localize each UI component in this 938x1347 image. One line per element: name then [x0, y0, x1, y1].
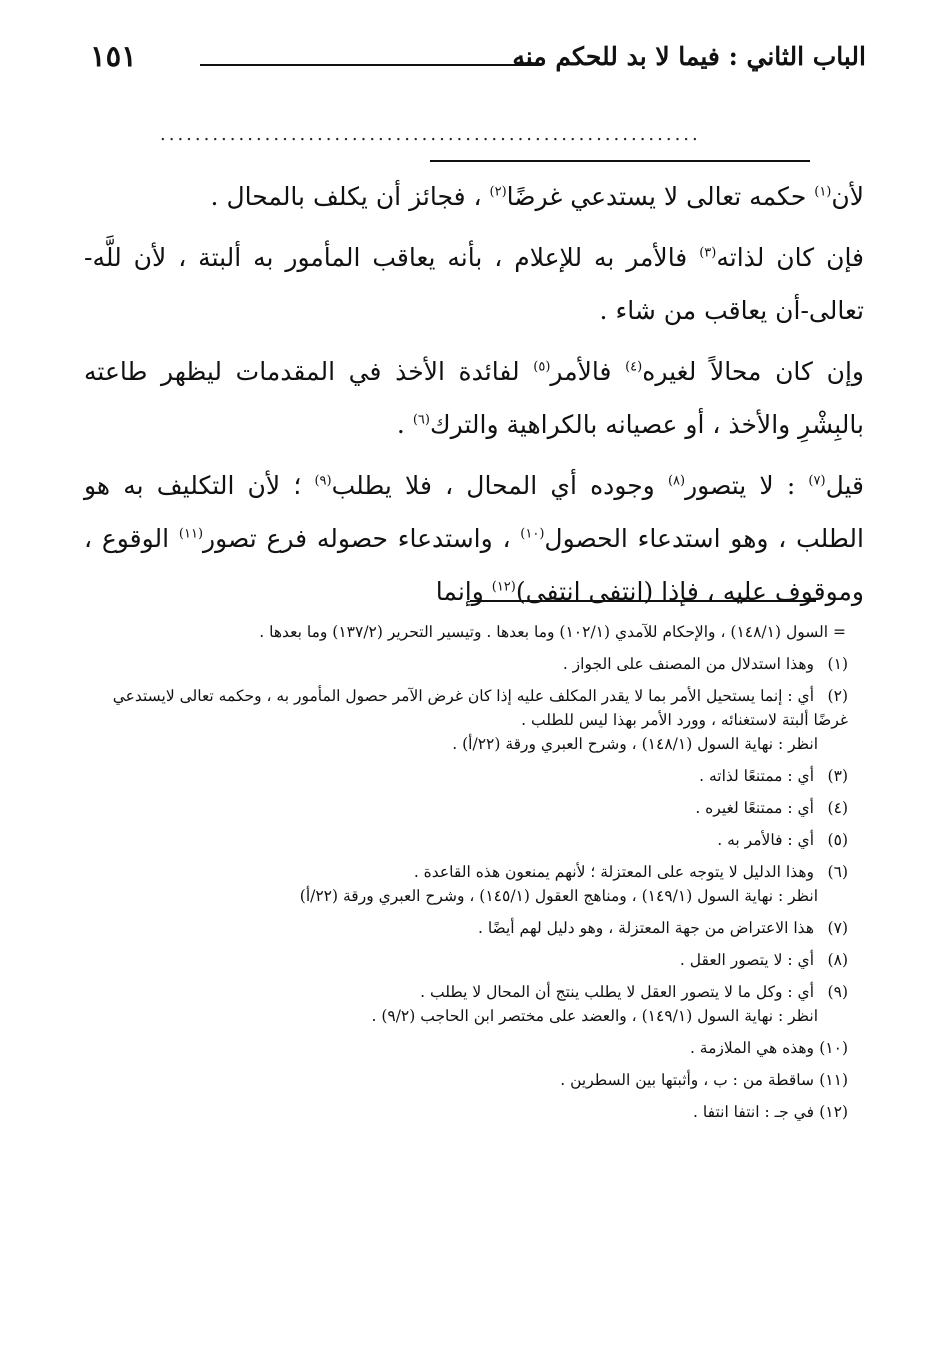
footnote-number: (٥): [827, 831, 848, 849]
text-run: لأن: [831, 182, 864, 211]
footnote-number: (١٠): [819, 1039, 848, 1057]
footnote-ref: (١٠): [520, 526, 545, 542]
footnote-ref: (١٢): [491, 579, 516, 595]
footnote-text: وهذا الدليل لا يتوجه على المعتزلة ؛ لأنهم يمنعون هذه القاعدة .: [413, 863, 814, 881]
footnote-ref: (٧): [808, 473, 826, 489]
footnote-number: (١٢): [819, 1103, 848, 1121]
footnote-4: [110, 796, 848, 820]
footnote-2-reference: انظر : نهاية السول (١٤٨/١) ، وشرح العبري ورقة (٢٢/أ) .: [452, 735, 818, 753]
footnote-text: وهذه هي الملازمة .: [689, 1039, 814, 1057]
footnote-9-reference: انظر : نهاية السول (١٤٩/١) ، والعضد على مختصر ابن الحاجب (٩/٢) .: [371, 1007, 818, 1025]
footnote-text: أي : ممتنعًا لذاته .: [699, 767, 814, 785]
text-run: ، فجائز أن يكلف بالمحال .: [210, 182, 490, 211]
footnote-ref: (٨): [667, 473, 686, 489]
footnote-text: أي : وكل ما لا يتصور العقل لا يطلب ينتج أن المحال لا يطلب .: [420, 983, 814, 1001]
footnote-ref: (١١): [178, 526, 204, 542]
footnote-number: (١١): [819, 1071, 848, 1089]
footnote-number: (٤): [827, 799, 848, 817]
footnote-number: (٨): [827, 951, 848, 969]
paragraph-4: [84, 459, 864, 618]
footnotes: [110, 620, 848, 1124]
footnote-text: أي : لا يتصور العقل .: [679, 951, 814, 969]
text-run: ؛ لأن التكليف به هو الطلب ، وهو استدعاء الحصول: [84, 471, 864, 553]
paragraph-1: [84, 170, 864, 223]
text-run: وجوده أي المحال ، فلا يطلب: [331, 471, 668, 500]
text-run: : لا يتصور: [685, 471, 809, 500]
footnote-10: [110, 1036, 848, 1060]
text-run: فالأمر: [550, 357, 626, 386]
text-run: وإن كان محالاً لغيره: [642, 357, 864, 386]
top-separator-rule: [430, 160, 810, 162]
footnote-text: هذا الاعتراض من جهة المعتزلة ، وهو دليل لهم أيضًا .: [477, 919, 814, 937]
text-run: ، واستدعاء حصوله فرع تصور: [203, 524, 521, 553]
footnote-6: [110, 860, 848, 884]
chapter-title: الباب الثاني : فيما لا بد للحكم منه: [512, 42, 866, 71]
running-header: [90, 39, 866, 92]
footnote-number: (٩): [827, 983, 848, 1001]
omission-dots: ..............................................................: [160, 124, 701, 145]
footnote-text: أي : ممتنعًا لغيره .: [695, 799, 814, 817]
footnote-ref: (٣): [699, 245, 717, 261]
footnote-11: [110, 1068, 848, 1092]
footnote-number: (٣): [827, 767, 848, 785]
paragraph-3: [84, 345, 864, 451]
footnote-text: ساقطة من : ب ، وأثبتها بين السطرين .: [560, 1071, 814, 1089]
footnote-6-reference: انظر : نهاية السول (١٤٩/١) ، ومناهج العقول (١٤٥/١) ، وشرح العبري ورقة (٢٢/أ): [299, 887, 818, 905]
paragraph-2: [84, 231, 864, 337]
text-run: حكمه تعالى لا يستدعي غرضًا: [506, 182, 815, 211]
footnote-ref: (٤): [625, 359, 643, 375]
text-run: .: [396, 410, 413, 439]
text-run: قيل: [825, 471, 864, 500]
footnote-number: (٢): [827, 687, 848, 705]
footnote-number: (٦): [827, 863, 848, 881]
footnote-8: [110, 948, 848, 972]
footnote-number: (١): [827, 655, 848, 673]
footnote-text: في جـ : انتفا انتفا .: [693, 1103, 814, 1121]
footnote-ref: (٦): [412, 412, 430, 428]
footnote-text: أي : إنما يستحيل الأمر بما لا يقدر المكلف عليه إذا كان غرض الآمر حصول المأمور به ، وحكمه تعالى لايستدعي غرضًا ألبتة لاستغنائه ، وورد الأمر بهذا ليس للطلب .: [112, 687, 848, 729]
page-number: ١٥١: [90, 39, 137, 73]
main-text: [84, 170, 864, 618]
footnote-number: (٧): [827, 919, 848, 937]
footnote-text: وهذا استدلال من المصنف على الجواز .: [562, 655, 814, 673]
footnote-ref: (٩): [314, 473, 332, 489]
footnote-9: [110, 980, 848, 1004]
footnote-2: [110, 684, 848, 732]
text-run: فإن كان لذاته: [716, 243, 865, 272]
footnote-separator-rule: [470, 600, 816, 602]
header-rule: [200, 64, 540, 66]
text-run: وإنما: [435, 577, 492, 606]
footnote-1: [110, 652, 848, 676]
footnote-continuation: = السول (١٤٨/١) ، والإحكام للآمدي (١٠٢/١) وما بعدها . وتيسير التحرير (١٣٧/٢) وما بعدها .: [259, 623, 846, 641]
footnote-ref: (١): [814, 184, 832, 200]
text-run: لفائدة الأخذ في المقدمات ليظهر طاعته بالبِشْرِ والأخذ ، أو عصيانه بالكراهية والترك: [84, 357, 864, 439]
footnote-ref: (٢): [489, 184, 507, 200]
text-run: فالأمر به للإعلام ، بأنه يعاقب المأمور به ألبتة ، لأن للَّه-تعالى-أن يعاقب من شاء .: [84, 243, 864, 325]
footnote-12: [110, 1100, 848, 1124]
footnote-ref: (٥): [533, 359, 551, 375]
footnote-text: أي : فالأمر به .: [717, 831, 814, 849]
footnote-5: [110, 828, 848, 852]
text-run: الوقوع ، وموقوف عليه ، فإذا (انتفى انتفى): [84, 524, 864, 606]
footnote-7: [110, 916, 848, 940]
footnote-3: [110, 764, 848, 788]
